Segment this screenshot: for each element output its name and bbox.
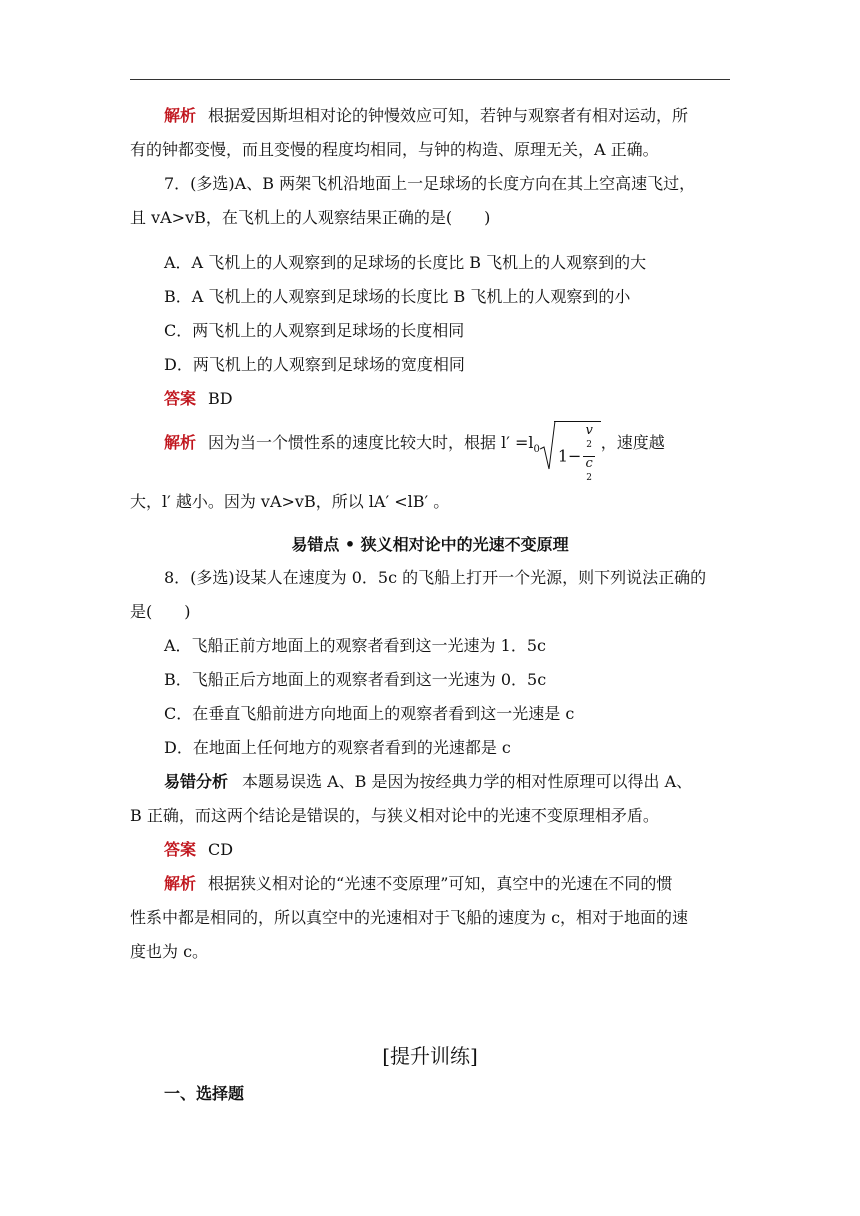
- q7-stem-2: 且 vA>vB，在飞机上的人观察结果正确的是( ): [130, 208, 491, 227]
- q8-error-text-1: 本题易误选 A、B 是因为按经典力学的相对性原理可以得出 A、: [242, 772, 693, 791]
- q8-answer: [164, 838, 730, 862]
- q8-analysis: [164, 872, 730, 896]
- q7-analysis-pre: 因为当一个惯性系的速度比较大时，根据 l′ =l: [208, 433, 534, 452]
- q8-option-d: D．在地面上任何地方的观察者看到的光速都是 c: [164, 738, 511, 757]
- q8-stem-1: 8．(多选)设某人在速度为 0．5c 的飞船上打开一个光源，则下列说法正确的: [164, 568, 707, 587]
- q8-stem-2: 是( ): [130, 602, 191, 621]
- q8-option-b: B．飞船正后方地面上的观察者看到这一光速为 0．5c: [164, 670, 547, 689]
- analysis-label: 解析: [164, 106, 197, 125]
- q7-analysis: 解析 因为当一个惯性系的速度比较大时，根据 $l' =l_0$ 1− v $^2$ c $^2$ ，速度越: [164, 418, 730, 472]
- q7-option-d: D．两飞机上的人观察到足球场的宽度相同: [164, 355, 465, 374]
- sqrt-formula: 1− v $^2$ c $^2$: [540, 419, 601, 469]
- q8-option-a: A．飞船正前方地面上的观察者看到这一光速为 1．5c: [164, 636, 546, 655]
- answer-label: 答案: [164, 840, 197, 859]
- q6-analysis: [164, 104, 730, 128]
- q8-error-text-2: B 正确，而这两个结论是错误的，与狭义相对论中的光速不变原理相矛盾。: [130, 806, 659, 825]
- training-title: [提升训练]: [382, 1044, 478, 1068]
- subsection-heading: 一、选择题: [164, 1084, 245, 1103]
- v2-over-c2-fraction: v $^2$ c $^2$: [585, 422, 593, 483]
- q7-answer: [164, 387, 730, 411]
- q7-analysis-post: ，速度越: [600, 433, 665, 452]
- q8-analysis-text-3: 度也为 c。: [130, 942, 209, 961]
- q7-option-c: C．两飞机上的人观察到足球场的长度相同: [164, 321, 465, 340]
- section-title: 易错点 • 狭义相对论中的光速不变原理: [291, 535, 569, 554]
- error-analysis-label: 易错分析: [164, 772, 229, 791]
- q8-option-c: C．在垂直飞船前进方向地面上的观察者看到这一光速是 c: [164, 704, 575, 723]
- q8-answer-value: CD: [208, 840, 234, 859]
- q8-analysis-text-1: 根据狭义相对论的“光速不变原理”可知，真空中的光速在不同的惯: [208, 874, 673, 893]
- q7-stem-1: 7．(多选)A、B 两架飞机沿地面上一足球场的长度方向在其上空高速飞过，: [164, 174, 696, 193]
- q7-answer-value: BD: [208, 389, 233, 408]
- q8-error-analysis: [164, 770, 730, 794]
- q6-analysis-text-1: 根据爱因斯坦相对论的钟慢效应可知，若钟与观察者有相对运动，所: [208, 106, 689, 125]
- q7-option-b: B．A 飞机上的人观察到足球场的长度比 B 飞机上的人观察到的小: [164, 287, 631, 306]
- answer-label: 答案: [164, 389, 197, 408]
- q8-analysis-text-2: 性系中都是相同的，所以真空中的光速相对于飞船的速度为 c，相对于地面的速: [130, 908, 689, 927]
- header-rule: [130, 79, 730, 80]
- analysis-label: 解析: [164, 874, 197, 893]
- q6-analysis-text-2: 有的钟都变慢，而且变慢的程度均相同，与钟的构造、原理无关，A 正确。: [130, 140, 659, 159]
- analysis-label: 解析: [164, 433, 197, 452]
- q7-analysis-text-2: 大，l′ 越小。因为 vA>vB，所以 lA′ <lB′ 。: [130, 492, 450, 511]
- q7-option-a: A．A 飞机上的人观察到的足球场的长度比 B 飞机上的人观察到的大: [164, 253, 647, 272]
